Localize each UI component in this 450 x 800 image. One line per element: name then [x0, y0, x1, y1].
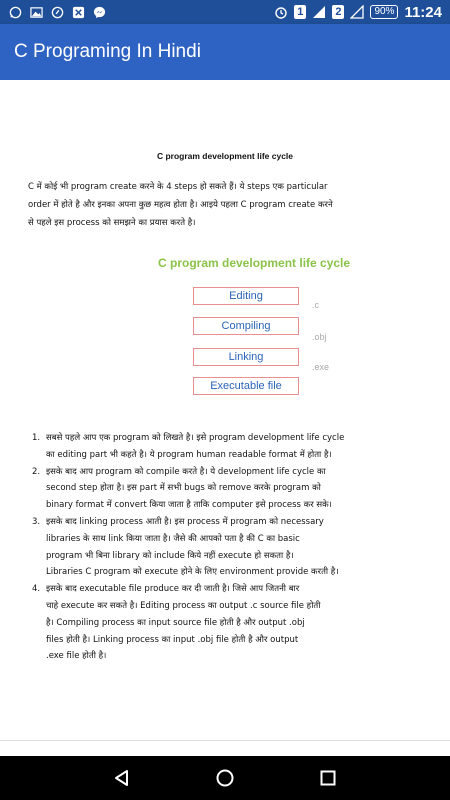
step-number: 1. [32, 433, 41, 443]
list-item [32, 514, 446, 581]
step-number: 4. [32, 584, 41, 595]
status-bar [0, 0, 450, 24]
step-line: इसके बाद executable file produce कर दी जाती है। जिसे आप जितनी बार [46, 584, 300, 595]
intro-line: C में कोई भी program create करने के 4 steps हो सकते हैं। ये steps एक particular [28, 182, 328, 192]
step-line: सबसे पहले आप एक program को लिखते है। इसे program development life cycle [46, 433, 345, 443]
divider [0, 740, 450, 741]
step-line: libraries के साथ link किया जाता है। जैसे की आपको पता है की C का basic [46, 533, 300, 544]
messenger-icon [92, 5, 106, 19]
intro-line: से पहले इस process को समझने का प्रयास करते है। [28, 218, 196, 228]
steps-list [32, 430, 446, 665]
stage-linking: Linking [193, 348, 299, 366]
lifecycle-diagram [150, 248, 390, 408]
diagram-title: C program development life cycle [158, 256, 351, 270]
list-item [32, 430, 446, 464]
clock: 11:24 [404, 3, 442, 21]
step-number: 3. [32, 516, 41, 527]
step-line: Libraries C program को execute होने के लिए environment provide करती है। [46, 567, 339, 578]
home-icon [215, 768, 235, 788]
step-line: binary format में convert किया जाता है ताकि computer इसे process कर सके। [46, 500, 332, 511]
back-button[interactable] [107, 763, 137, 793]
navigation-bar [0, 756, 450, 800]
gallery-icon [29, 5, 43, 19]
recents-button[interactable] [313, 763, 343, 793]
stage-compiling: Compiling [193, 317, 299, 335]
intro-line: order में होते है और इनका अपना कुछ महत्व होता है। आइये पहला C program create करने [28, 200, 333, 210]
step-line: second step होता है। इस part में सभी bugs को remove करके program को [46, 483, 321, 494]
content-area[interactable] [0, 80, 450, 750]
app-title: C Programing In Hindi [14, 41, 201, 62]
signal-icon [312, 5, 326, 19]
step-number: 2. [32, 466, 41, 477]
sim1-badge: 1 [294, 5, 306, 19]
notification-icon [71, 5, 85, 19]
step-line: इसके बाद linking process आती है। इस process में program को necessary [46, 516, 324, 527]
home-button[interactable] [210, 763, 240, 793]
step-line: files होती है। Linking process का input .obj file होती है और output [46, 634, 299, 645]
stage-editing: Editing [193, 287, 299, 305]
battery-indicator: 90% [370, 5, 398, 19]
extension-c: .c [312, 300, 320, 310]
sync-icon [50, 5, 64, 19]
signal-icon [350, 5, 364, 19]
step-line: चाहे execute कर सकते है। Editing process का output .c source file होती [46, 600, 321, 611]
step-line: program भी बिना library को include किये नहीं execute हो सकता है। [46, 550, 294, 561]
alarm-icon [274, 5, 288, 19]
step-line: है। Compiling process का input source file होती है और output .obj [46, 617, 305, 628]
sim2-badge: 2 [332, 5, 344, 19]
stage-executable: Executable file [193, 377, 299, 395]
back-icon [112, 768, 132, 788]
document-title: C program development life cycle [156, 151, 294, 161]
app-bar [0, 24, 450, 80]
recents-icon [318, 768, 338, 788]
step-line: इसके बाद आप program को compile करते है। ये development life cycle का [46, 466, 326, 477]
whatsapp-icon [8, 5, 22, 19]
step-line: .exe file होती है। [46, 651, 107, 662]
step-line: का editing part भी कहते है। ये program human readable format में होता है। [46, 449, 332, 460]
list-item [32, 581, 446, 665]
list-item [32, 464, 446, 514]
intro-paragraph [28, 178, 446, 232]
extension-obj: .obj [312, 332, 327, 342]
extension-exe: .exe [312, 362, 330, 372]
